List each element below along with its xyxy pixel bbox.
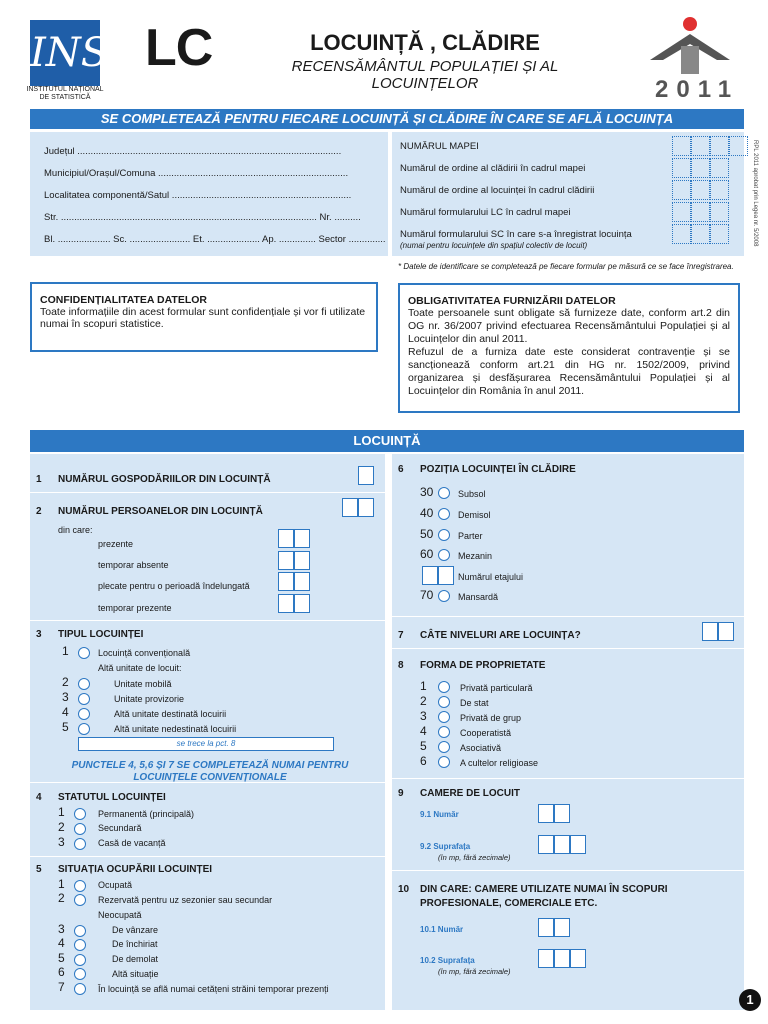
q2-item-present: prezente: [98, 539, 134, 549]
completion-banner: SE COMPLETEAZĂ PENTRU FIECARE LOCUINȚĂ ȘI CLĂDIRE ÎN CARE SE AFLĂ LOCUINȚA: [30, 109, 744, 129]
q8-private: Privată particulară: [460, 683, 533, 693]
q5-label: 5 SITUAȚIA OCUPĂRII LOCUINȚEI: [36, 864, 213, 875]
census-year: 2011: [655, 76, 740, 103]
q3-skip-note: se trece la pct. 8: [78, 737, 334, 751]
identification-footnote: * Datele de identificare se completează pe fiecare formular pe măsură ce se face înregistrarea.: [398, 262, 734, 271]
q8-private-radio[interactable]: [438, 681, 450, 693]
judet-field[interactable]: Județul ....................................................................................................: [44, 146, 342, 157]
q10-number-box-2[interactable]: [554, 918, 570, 937]
section-title: LOCUINȚĂ: [30, 430, 744, 452]
form-title: LOCUINȚĂ , CLĂDIRE: [310, 30, 540, 55]
q7-box-2[interactable]: [718, 622, 734, 641]
dwelling-order-label: Numărul de ordine al locuinței în cadrul clădirii: [400, 185, 595, 196]
q4-permanent-radio[interactable]: [74, 808, 86, 820]
q5-occupied-radio[interactable]: [74, 880, 86, 892]
map-number-label: NUMĂRUL MAPEI: [400, 141, 479, 152]
obligation-text-1: Toate persoanele sunt obligate să furnizeze date, conform art.2 din OG nr. 36/2007 privind efectuarea Recensământului Populației și al Locuințelor din anul 2011.: [408, 307, 730, 345]
q6-mansarda-radio[interactable]: [438, 590, 450, 602]
q2-box-1[interactable]: [342, 498, 358, 517]
q4-secondary-radio[interactable]: [74, 823, 86, 835]
q10-area-label: 10.2 Suprafața: [420, 956, 475, 965]
q6-label: 6 POZIȚIA LOCUINȚEI ÎN CLĂDIRE: [398, 464, 576, 475]
lc-form-cells[interactable]: [672, 202, 729, 222]
q2-label: 2 NUMĂRUL PERSOANELOR DIN LOCUINȚĂ: [36, 506, 263, 517]
q3-other-header: Altă unitate de locuit:: [98, 663, 182, 673]
q5-demolish-radio[interactable]: [74, 954, 86, 966]
q3-label: 3 TIPUL LOCUINȚEI: [36, 629, 144, 640]
q3-other-nondest-radio[interactable]: [78, 723, 90, 735]
q9-area-box-1[interactable]: [538, 835, 554, 854]
q8-state-radio[interactable]: [438, 696, 450, 708]
q6-subsol-radio[interactable]: [438, 487, 450, 499]
q6-floor-box-1[interactable]: [422, 566, 438, 585]
q8-religious-radio[interactable]: [438, 756, 450, 768]
q9-number-box-1[interactable]: [538, 804, 554, 823]
q10-label: 10 DIN CARE: CAMERE UTILIZATE NUMAI ÎN SCOPURI: [398, 884, 668, 895]
confidentiality-heading: CONFIDENȚIALITATEA DATELOR: [40, 294, 208, 306]
q10-label-2: PROFESIONALE, COMERCIALE ETC.: [420, 898, 598, 909]
q9-number-label: 9.1 Număr: [420, 810, 459, 819]
q10-area-box-2[interactable]: [554, 949, 570, 968]
q8-coop: Cooperatistă: [460, 728, 512, 738]
confidentiality-text: Toate informațiile din acest formular sunt confidențiale și vor fi utilizate numai în scopuri statistice.: [40, 306, 366, 330]
page-number: 1: [739, 989, 761, 1011]
right-questions: 6 POZIȚIA LOCUINȚEI ÎN CLĂDIRE 30 Subsol 40 Demisol 50 Parter 60 Mezanin Numărul etajului 70 Mansardă 7 CÂTE NIVELURI ARE LOCUINȚA? 8 FORMA DE PROPRIETATE 1 Privată particulară 2 De stat 3 Privată de grup 4 Cooperatistă 5 Asociativă 6 A cultelor religioase 9 CAMERE DE LOCUIT 9.1 Număr 9.2 Suprafața (în mp, fără zecimale) 10 DIN CARE: CAMERE UTILIZATE NUMAI ÎN SCOPURI PROFESIONALE, COMERCIALE ETC. 10.1 Număr 10.2 Suprafața (în mp, fără zecimale): [392, 454, 744, 1010]
q4-secondary: Secundară: [98, 823, 142, 833]
q10-area-box-3[interactable]: [570, 949, 586, 968]
q9-number-box-2[interactable]: [554, 804, 570, 823]
q3-conventional: Locuință convențională: [98, 648, 191, 658]
localitate-field[interactable]: Localitatea componentă/Satul ....................................................................: [44, 190, 352, 201]
q8-state: De stat: [460, 698, 489, 708]
q6-floor-box-2[interactable]: [438, 566, 454, 585]
q8-label: 8 FORMA DE PROPRIETATE: [398, 660, 546, 671]
identification-panel: [392, 132, 744, 256]
q4-vacation-radio[interactable]: [74, 838, 86, 850]
q2-item-long-absent: plecate pentru o perioadă îndelungată: [98, 581, 250, 591]
sc-form-cells[interactable]: [672, 224, 729, 244]
q9-label: 9 CAMERE DE LOCUIT: [398, 788, 520, 799]
q2-long-box-2[interactable]: [294, 572, 310, 591]
q2-item-temp-present: temporar prezente: [98, 603, 172, 613]
q3-mobile-radio[interactable]: [78, 678, 90, 690]
q10-area-box-1[interactable]: [538, 949, 554, 968]
ins-logo: INS: [30, 20, 100, 86]
q5-reserved-radio[interactable]: [74, 894, 86, 906]
logo-caption: INSTITUTUL NAȚIONAL DE STATISTICĂ: [26, 86, 104, 101]
q8-religious: A cultelor religioase: [460, 758, 539, 768]
lc-form-number-label: Numărul formularului LC în cadrul mapei: [400, 207, 571, 218]
q5-unoccupied: Neocupată: [98, 910, 142, 920]
q9-area-box-2[interactable]: [554, 835, 570, 854]
q5-rent: De închiriat: [112, 939, 158, 949]
q1-box[interactable]: [358, 466, 374, 485]
q8-coop-radio[interactable]: [438, 726, 450, 738]
q5-foreign-radio[interactable]: [74, 983, 86, 995]
q2-long-box-1[interactable]: [278, 572, 294, 591]
building-order-label: Numărul de ordine al clădirii în cadrul mapei: [400, 163, 586, 174]
conventional-instruction: PUNCTELE 4, 5,6 ȘI 7 SE COMPLETEAZĂ NUMAI PENTRU LOCUINȚELE CONVENȚIONALE: [71, 760, 349, 783]
building-order-cells[interactable]: [672, 158, 729, 178]
q2-din-care: din care:: [58, 525, 93, 535]
q8-group: Privată de grup: [460, 713, 522, 723]
q5-other: Altă situație: [112, 969, 159, 979]
obligation-text-2: Refuzul de a furniza date este considerat contravenție și se sancționează conform art.21 din HG nr. 1502/2009, privind organizarea și desfășurarea Recensământului Populației și al Locuințelor din România în anul 2011.: [408, 346, 730, 397]
q5-demolish: De demolat: [112, 954, 159, 964]
q5-foreign: În locuință se află numai cetățeni străini temporar prezenți: [98, 984, 329, 994]
q5-rent-radio[interactable]: [74, 939, 86, 951]
q1-label: 1 NUMĂRUL GOSPODĂRIILOR DIN LOCUINȚĂ: [36, 474, 271, 485]
form-code: LC: [145, 19, 213, 77]
q6-parter: Parter: [458, 531, 483, 541]
q4-permanent: Permanentă (principală): [98, 809, 195, 819]
q5-sale: De vânzare: [112, 925, 159, 935]
q2-absent-box-1[interactable]: [278, 551, 294, 570]
obligation-heading: OBLIGATIVITATEA FURNIZĂRII DATELOR: [408, 295, 616, 307]
q10-area-note: (în mp, fără zecimale): [438, 967, 511, 976]
q9-area-label: 9.2 Suprafața: [420, 842, 471, 851]
q4-vacation: Casă de vacanță: [98, 838, 166, 848]
q2-present-box-2[interactable]: [294, 529, 310, 548]
q5-sale-radio[interactable]: [74, 925, 86, 937]
q5-other-radio[interactable]: [74, 968, 86, 980]
q6-demisol: Demisol: [458, 510, 491, 520]
q3-other-dest-radio[interactable]: [78, 708, 90, 720]
q2-item-temp-absent: temporar absente: [98, 560, 169, 570]
q8-assoc: Asociativă: [460, 743, 502, 753]
q6-parter-radio[interactable]: [438, 529, 450, 541]
q7-box-1[interactable]: [702, 622, 718, 641]
q8-group-radio[interactable]: [438, 711, 450, 723]
q9-area-box-3[interactable]: [570, 835, 586, 854]
dwelling-order-cells[interactable]: [672, 180, 729, 200]
sc-form-number-label: Numărul formularului SC în care s-a înregistrat locuința: [400, 229, 632, 240]
q2-absent-box-2[interactable]: [294, 551, 310, 570]
q2-box-2[interactable]: [358, 498, 374, 517]
q9-area-note: (în mp, fără zecimale): [438, 853, 511, 862]
q2-present-box-1[interactable]: [278, 529, 294, 548]
q6-mansarda: Mansardă: [458, 592, 499, 602]
q3-conventional-radio[interactable]: [78, 647, 90, 659]
q8-assoc-radio[interactable]: [438, 741, 450, 753]
q3-temporary: Unitate provizorie: [114, 694, 185, 704]
legal-side-note: RPL 2011 aprobat prin Legea nr. 5/2008: [752, 140, 758, 247]
map-number-cells[interactable]: [672, 136, 748, 156]
q6-demisol-radio[interactable]: [438, 508, 450, 520]
confidentiality-box: [30, 282, 378, 352]
q3-other-nondest: Altă unitate nedestinată locuirii: [114, 724, 237, 734]
q10-number-label: 10.1 Număr: [420, 925, 464, 934]
q3-other-dest: Altă unitate destinată locuirii: [114, 709, 227, 719]
left-questions: 1 NUMĂRUL GOSPODĂRIILOR DIN LOCUINȚĂ 2 NUMĂRUL PERSOANELOR DIN LOCUINȚĂ din care: prezente temporar absente plecate pentru o perioadă îndelungată temporar prezente 3 TIPUL LOCUINȚEI 1 Locuință convențională Altă unitate de locuit: 2 Unitate mobilă 3 Unitate provizorie 4 Altă unitate destinată locuirii 5 Altă unitate nedestinată locuirii 4 STATUTUL LOCUINȚEI 1 Permanentă (principală) 2 Secundară 3 Casă de vacanță 5 SITUAȚIA OCUPĂRII LOCUINȚEI 1 Ocupată 2 Rezervată pentru uz sezonier sau secundar Neocupată 3 De vânzare 4 De închiriat 5 De demolat 6 Altă situație 7 În locuință se află numai cetățeni străini temporar prezenți: [30, 454, 385, 1010]
q6-subsol: Subsol: [458, 489, 486, 499]
address-panel: [30, 132, 388, 256]
sc-form-note: (numai pentru locuințele din spațiul colectiv de locuit): [400, 241, 588, 250]
municipiu-field[interactable]: Municipiul/Orașul/Comuna ........................................................................: [44, 168, 349, 179]
street-field[interactable]: Str. ................................................................................................. Nr. ..........: [44, 212, 361, 223]
q6-floor: Numărul etajului: [458, 572, 524, 582]
q2-tpres-box-2[interactable]: [294, 594, 310, 613]
form-subtitle: RECENSĂMÂNTUL POPULAȚIEI ȘI AL LOCUINȚELOR: [291, 58, 559, 92]
block-field[interactable]: Bl. .................... Sc. ....................... Et. .................... Ap. .............. Sector ..............: [44, 234, 386, 245]
obligation-box: [398, 283, 740, 413]
q7-label: 7 CÂTE NIVELURI ARE LOCUINȚA?: [398, 630, 581, 641]
q5-reserved: Rezervată pentru uz sezonier sau secundar: [98, 895, 273, 905]
q2-tpres-box-1[interactable]: [278, 594, 294, 613]
q6-mezanin: Mezanin: [458, 551, 493, 561]
q3-temp-radio[interactable]: [78, 693, 90, 705]
q3-mobile: Unitate mobilă: [114, 679, 172, 689]
q6-mezanin-radio[interactable]: [438, 549, 450, 561]
q4-label: 4 STATUTUL LOCUINȚEI: [36, 792, 166, 803]
q5-occupied: Ocupată: [98, 880, 133, 890]
q10-number-box-1[interactable]: [538, 918, 554, 937]
